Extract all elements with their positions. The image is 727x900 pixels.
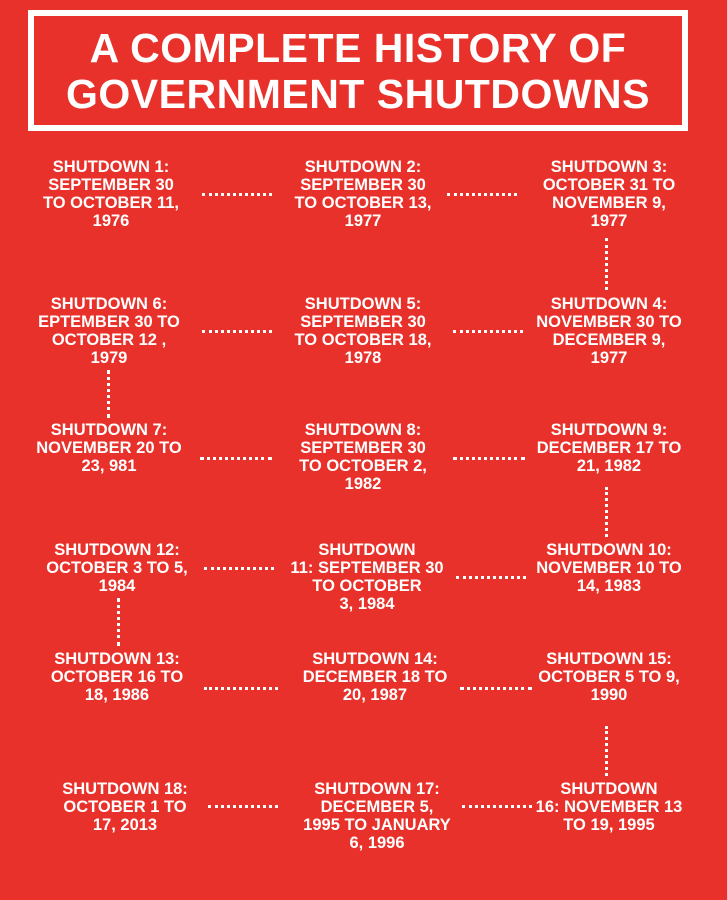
title-line-1: A COMPLETE HISTORY OF xyxy=(89,24,627,71)
shutdown-14: SHUTDOWN 14: DECEMBER 18 TO 20, 1987 xyxy=(302,650,448,704)
connector-15-16 xyxy=(605,726,608,776)
shutdown-13: SHUTDOWN 13: OCTOBER 16 TO 18, 1986 xyxy=(50,650,184,704)
shutdown-6: SHUTDOWN 6: EPTEMBER 30 TO OCTOBER 12 , 1979 xyxy=(38,295,180,367)
shutdown-3: SHUTDOWN 3: OCTOBER 31 TO NOVEMBER 9, 1977 xyxy=(542,158,676,230)
shutdown-15: SHUTDOWN 15: OCTOBER 5 TO 9, 1990 xyxy=(538,650,680,704)
connector-12-13 xyxy=(117,598,120,646)
connector-3-4 xyxy=(605,238,608,290)
connector-16-17 xyxy=(462,805,532,808)
connector-2-3 xyxy=(447,193,517,196)
connector-4-5 xyxy=(453,330,523,333)
shutdown-9: SHUTDOWN 9: DECEMBER 17 TO 21, 1982 xyxy=(536,421,682,475)
shutdown-5: SHUTDOWN 5: SEPTEMBER 30 TO OCTOBER 18, 1978 xyxy=(294,295,432,367)
connector-13-14 xyxy=(204,687,278,690)
shutdown-1: SHUTDOWN 1: SEPTEMBER 30 TO OCTOBER 11, 1976 xyxy=(42,158,179,230)
shutdown-2: SHUTDOWN 2: SEPTEMBER 30 TO OCTOBER 13, 1977 xyxy=(294,158,432,230)
connector-1-2 xyxy=(202,193,272,196)
connector-7-8 xyxy=(200,457,272,460)
connector-14-15 xyxy=(460,687,532,690)
shutdown-11: SHUTDOWN 11: SEPTEMBER 30 TO OCTOBER 3, 1984 xyxy=(290,541,444,613)
title-line-2: GOVERNMENT SHUTDOWNS xyxy=(66,70,650,117)
connector-11-12 xyxy=(204,567,274,570)
shutdown-17: SHUTDOWN 17: DECEMBER 5, 1995 TO JANUARY 6, 1996 xyxy=(303,780,451,852)
shutdown-16: SHUTDOWN 16: NOVEMBER 13 TO 19, 1995 xyxy=(535,780,683,834)
connector-5-6 xyxy=(202,330,272,333)
connector-6-7 xyxy=(107,370,110,418)
connector-9-10 xyxy=(605,487,608,537)
shutdown-7: SHUTDOWN 7: NOVEMBER 20 TO 23, 981 xyxy=(36,421,182,475)
connector-8-9 xyxy=(453,457,525,460)
shutdown-10: SHUTDOWN 10: NOVEMBER 10 TO 14, 1983 xyxy=(536,541,682,595)
shutdown-4: SHUTDOWN 4: NOVEMBER 30 TO DECEMBER 9, 1977 xyxy=(536,295,682,367)
connector-10-11 xyxy=(456,576,526,579)
shutdown-8: SHUTDOWN 8: SEPTEMBER 30 TO OCTOBER 2, 1982 xyxy=(299,421,427,493)
title-box xyxy=(28,10,688,131)
shutdown-18: SHUTDOWN 18: OCTOBER 1 TO 17, 2013 xyxy=(62,780,188,834)
shutdown-12: SHUTDOWN 12: OCTOBER 3 TO 5, 1984 xyxy=(46,541,188,595)
connector-17-18 xyxy=(208,805,278,808)
